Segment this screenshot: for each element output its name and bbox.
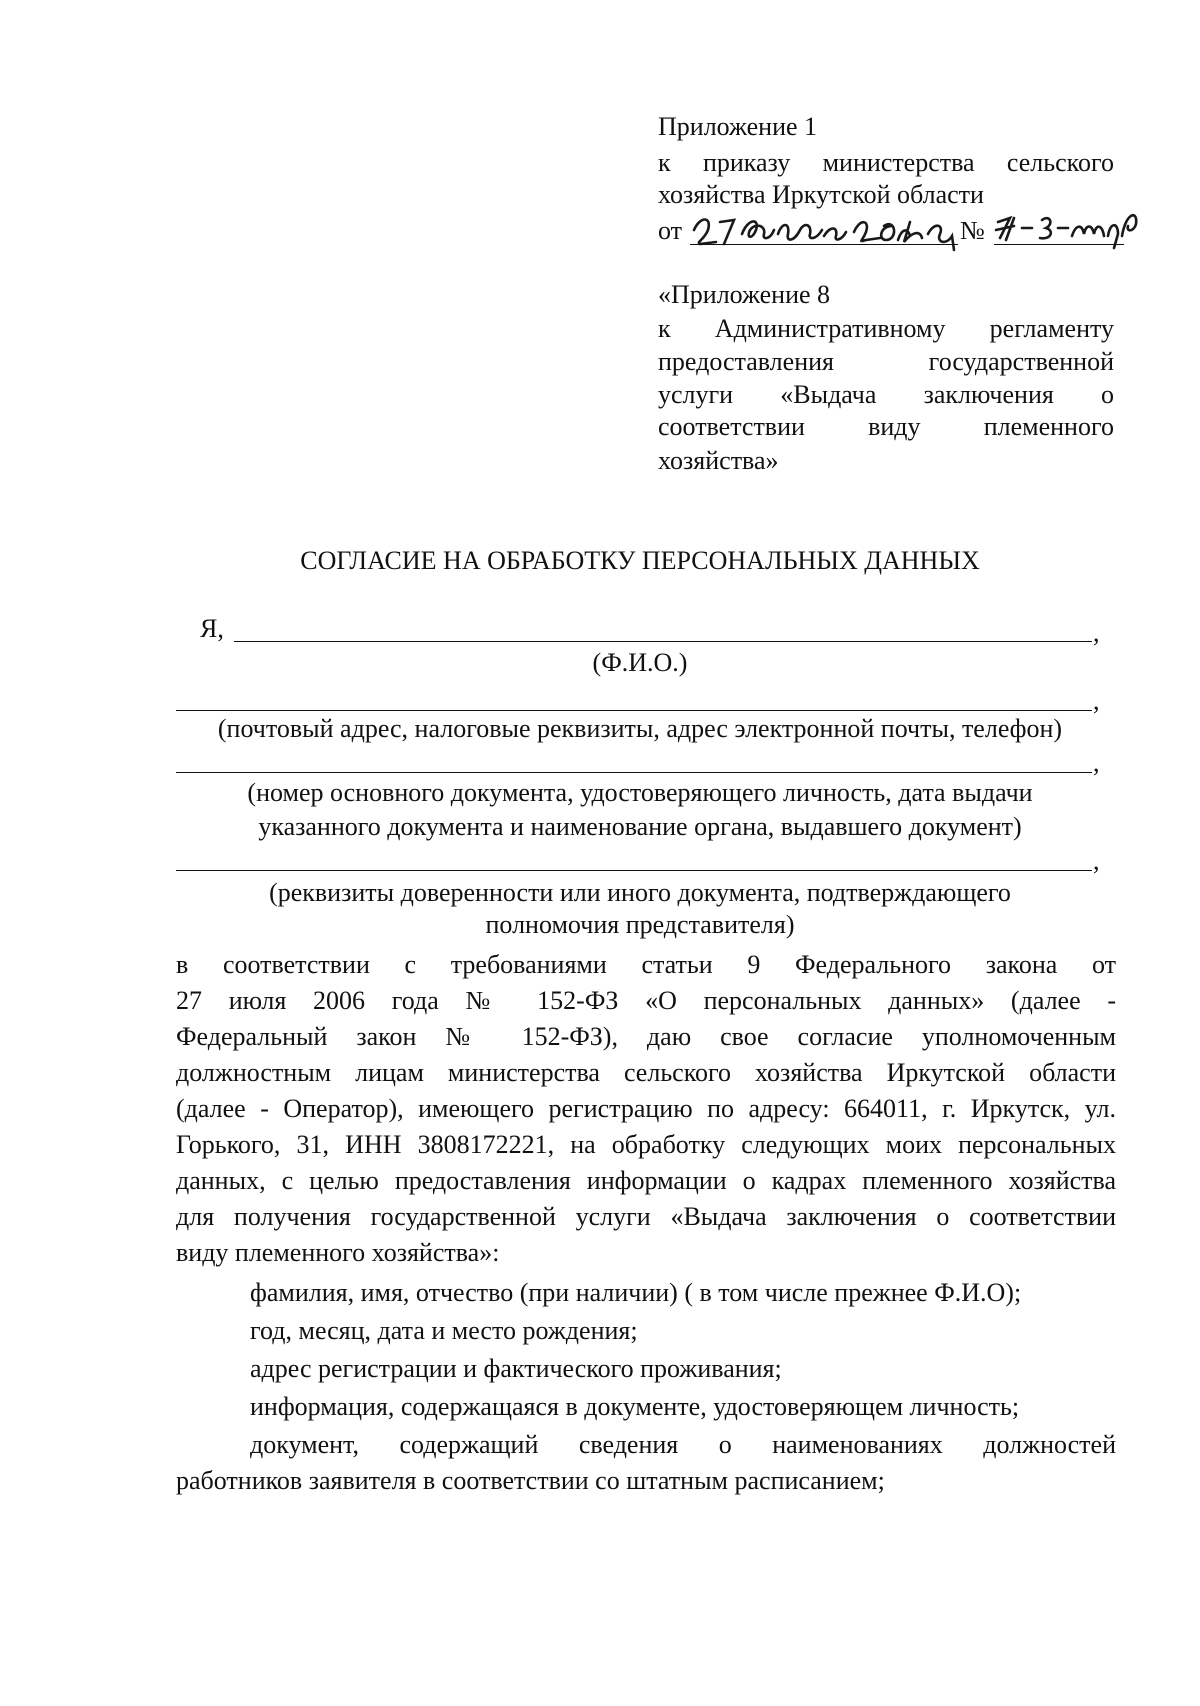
- document-caption-1: (номер основного документа, удостоверяющего личность, дата выдачи: [247, 778, 1033, 807]
- body-line: Федеральный закон № 152-ФЗ), даю свое согласие уполномоченным: [176, 1022, 1116, 1051]
- quote-annex-line-1: к Административному регламенту: [658, 314, 1114, 343]
- quote-annex-title: «Приложение 8: [658, 280, 831, 309]
- document-underline: [176, 772, 1092, 773]
- list-item-continuation: работников заявителя в соответствии со штатным расписанием;: [176, 1466, 885, 1495]
- annex-from-label: от: [658, 216, 683, 245]
- list-item: фамилия, имя, отчество (при наличии) ( в том числе прежнее Ф.И.О);: [250, 1278, 1022, 1307]
- fio-underline: [234, 641, 1092, 642]
- address-underline: [176, 710, 1092, 711]
- proxy-caption-2: полномочия представителя): [485, 910, 795, 939]
- body-line: (далее - Оператор), имеющего регистрацию по адресу: 664011, г. Иркутск, ул.: [176, 1094, 1116, 1123]
- body-line: для получения государственной услуги «Выдача заключения о соответствии: [176, 1202, 1116, 1231]
- annex-line-1: к приказу министерства сельского: [658, 148, 1114, 177]
- number-underline: [994, 244, 1124, 245]
- date-underline: [690, 244, 958, 245]
- quote-annex-line-2: предоставления государственной: [658, 347, 1114, 376]
- proxy-comma: ,: [1093, 846, 1100, 875]
- quote-annex-line-3: услуги «Выдача заключения о: [658, 380, 1114, 409]
- page-title: СОГЛАСИЕ НА ОБРАБОТКУ ПЕРСОНАЛЬНЫХ ДАННЫХ: [300, 546, 980, 575]
- fio-comma: ,: [1093, 618, 1100, 647]
- annex-title: Приложение 1: [658, 112, 818, 141]
- body-line: Горького, 31, ИНН 3808172221, на обработку следующих моих персональных: [176, 1130, 1116, 1159]
- quote-annex-line-4: соответствии виду племенного: [658, 412, 1114, 441]
- list-item: документ, содержащий сведения о наименованиях должностей: [250, 1430, 1116, 1459]
- proxy-caption-1: (реквизиты доверенности или иного документа, подтверждающего: [269, 878, 1011, 907]
- body-line: данных, с целью предоставления информации о кадрах племенного хозяйства: [176, 1166, 1116, 1195]
- body-line-last: виду племенного хозяйства»:: [176, 1238, 500, 1267]
- handwritten-number: [992, 196, 1142, 254]
- list-item: адрес регистрации и фактического проживания;: [250, 1354, 782, 1383]
- quote-annex-line-5: хозяйства»: [658, 446, 779, 475]
- fio-caption: (Ф.И.О.): [592, 648, 688, 677]
- proxy-underline: [176, 870, 1092, 871]
- annex-line-2: хозяйства Иркутской области: [658, 180, 984, 209]
- body-line: должностным лицам министерства сельского хозяйства Иркутской области: [176, 1058, 1116, 1087]
- address-caption: (почтовый адрес, налоговые реквизиты, адрес электронной почты, телефон): [217, 714, 1063, 743]
- body-line: 27 июля 2006 года № 152-ФЗ «О персональных данных» (далее -: [176, 986, 1116, 1015]
- annex-number-label: №: [960, 216, 985, 245]
- form-ya-label: Я,: [200, 614, 224, 643]
- list-item: информация, содержащаяся в документе, удостоверяющем личность;: [250, 1392, 1020, 1421]
- body-line: в соответствии с требованиями статьи 9 Федерального закона от: [176, 950, 1116, 979]
- document-caption-2: указанного документа и наименование органа, выдавшего документ): [258, 812, 1022, 841]
- address-comma: ,: [1093, 686, 1100, 715]
- document-comma: ,: [1093, 748, 1100, 777]
- list-item: год, месяц, дата и место рождения;: [250, 1316, 638, 1345]
